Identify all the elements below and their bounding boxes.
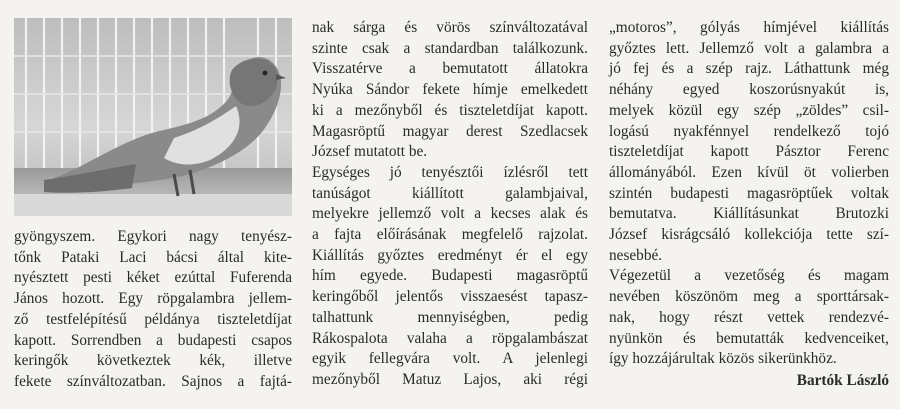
text-line: hím egyede. Budapesti magasröptű — [312, 267, 588, 285]
text-line: melyek közül egy szép „zöldes” csil- — [609, 101, 889, 119]
text-line: nyésztett pesti kéket ezúttal Fuferenda — [14, 269, 292, 287]
text-line: Egységes jó tenyésztői ízlésről tett — [312, 163, 588, 181]
text-line: a fajta előírásának megfelelő rajzolat. — [312, 226, 588, 244]
text-line: mezőnyből Matuz Lajos, aki régi — [312, 370, 588, 388]
text-line: János hozott. Egy röpgalambra jellem- — [14, 290, 292, 308]
text-line: ki a mezőnyből és tiszteletdíjat kapott. — [312, 101, 588, 119]
text-line: Kiállítás győztes eredményt ér el egy — [312, 246, 588, 264]
text-line: gyöngyszem. Egykori nagy tenyész- — [14, 228, 292, 245]
text-line: nesebbé. — [609, 246, 663, 264]
text-line: egyik fellegvára volt. A jelenlegi — [312, 350, 588, 368]
text-line: bemutatva. Kiállításunkat Brutozki — [609, 205, 889, 223]
text-line: tanúságot kiállított galambjaival, — [312, 184, 588, 202]
column-2 — [312, 18, 588, 391]
text-line: győztes lett. Jellemző volt a galambra a — [609, 39, 889, 57]
column-3 — [609, 18, 889, 370]
text-line: kapott. Sorrendben a budapesti csapos — [14, 331, 292, 349]
text-line: nyünkön és bemutatták kedvenceiket, — [609, 329, 889, 347]
text-line: József kisrágcsáló kollekciója tette szí- — [609, 226, 889, 244]
text-line: talhattunk mennyiségben, pedig — [312, 308, 588, 326]
column-1 — [14, 18, 292, 393]
pigeon-photo — [14, 18, 292, 216]
text-line: néhány egyed koszorúsnyakút is, — [609, 81, 889, 99]
text-line: Nyúka Sándor fekete hímje emelkedett — [312, 81, 588, 99]
text-line: ző testfelépítésű példánya tiszteletdíjat — [14, 310, 292, 328]
text-line: Visszatérve a bemutatott állatokra — [312, 60, 588, 78]
text-line: keringők következtek kék, illetve — [14, 352, 292, 370]
text-line: József mutatott be. — [312, 143, 428, 161]
text-line: keringőből jelentős visszaesést tapasz- — [312, 288, 588, 306]
text-line: logású nyakfénnyel rendelkező tojó — [609, 122, 889, 140]
text-line: nevében köszönöm meg a sporttársak- — [609, 288, 889, 306]
text-line: nak sárga és vörös színváltozatával — [312, 19, 588, 36]
text-line: nak, hogy részt vettek rendezvé- — [609, 308, 889, 326]
text-line: jó fej és a szép rajz. Láthattunk még — [609, 60, 889, 78]
text-line: Rákospalota valaha a röpgalambászat — [312, 329, 588, 347]
text-line: tőnk Pataki Laci bácsi által kite- — [14, 248, 292, 266]
text-line: fekete színváltozatban. Sajnos a fajtá- — [14, 372, 292, 390]
text-line: melyekre jellemző volt a kecses alak és — [312, 205, 588, 223]
author-signature: Bartók László — [796, 372, 889, 389]
pigeon-in-cage-image — [14, 18, 292, 216]
text-line: így hozzájárultak közös sikerünkhöz. — [609, 350, 837, 368]
text-line: szintén budapesti magasröptűek voltak — [609, 184, 889, 202]
text-line: szinte csak a standardban találkozunk. — [312, 39, 588, 57]
text-line: Végezetül a vezetőség és magam — [609, 267, 889, 285]
text-line: Magasröptű magyar derest Szedlacsek — [312, 122, 588, 140]
text-line: „motoros”, gólyás hímjével kiállítás — [609, 19, 889, 36]
text-line: állományából. Ezen kívül öt volierben — [609, 163, 889, 181]
text-line: tiszteletdíjat kapott Pásztor Ferenc — [609, 143, 889, 161]
